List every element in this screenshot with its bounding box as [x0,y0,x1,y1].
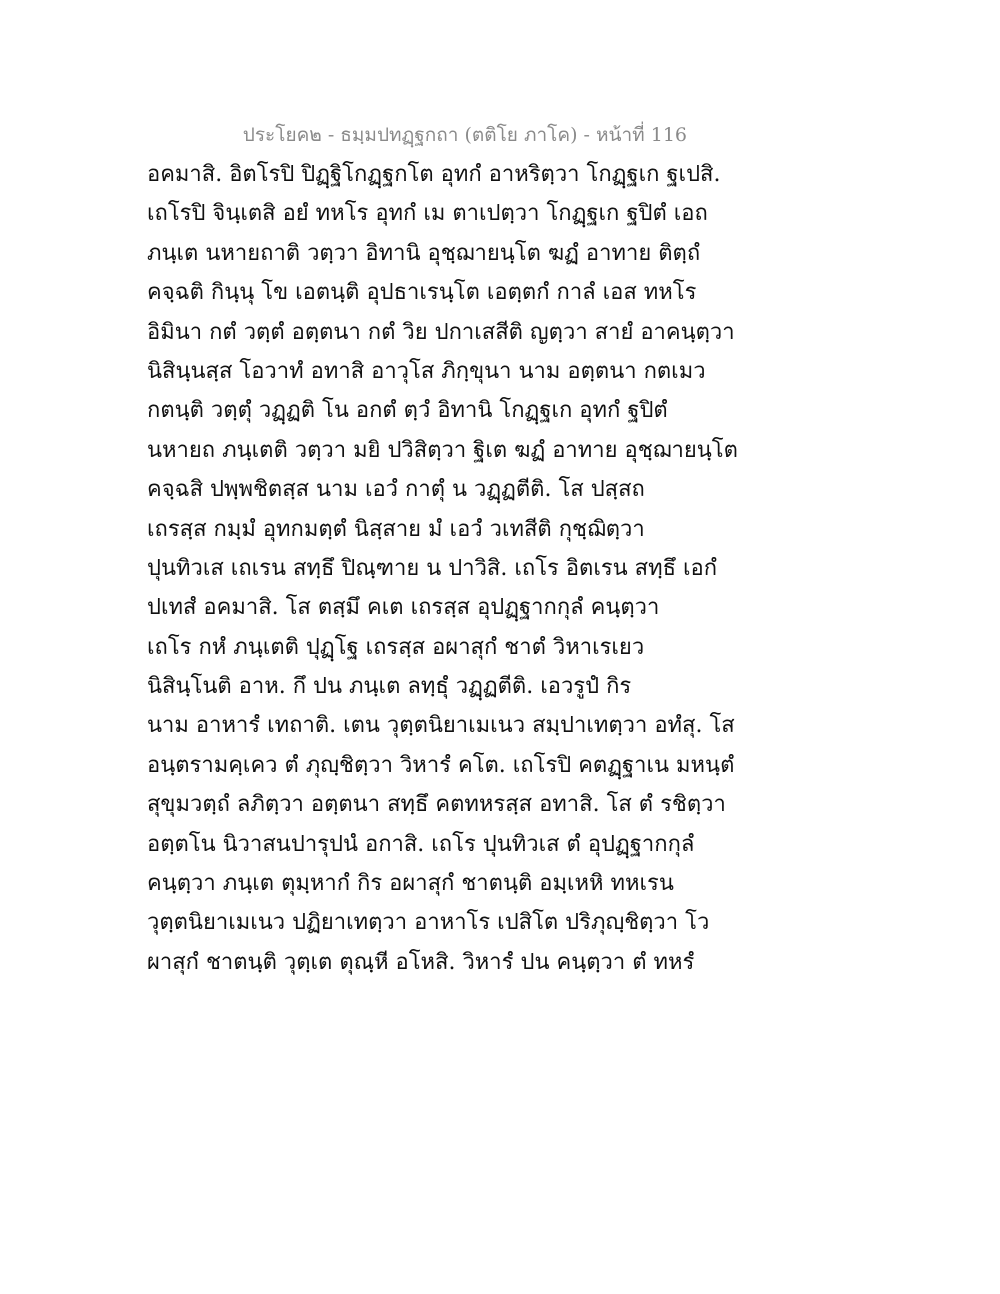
text-line: เถรสฺส กมฺมํ อุทกมตฺตํ นิสฺสาย มํ เอวํ วเทสีติ กุชฺฌิตฺวา [147,516,645,542]
text-line: อิมินา กตํ วตฺตํ อตฺตนา กตํ วิย ปกาเสสีติ ญตฺวา สายํ อาคนฺตฺวา [147,319,735,345]
text-line: นหายถ ภนฺเตติ วตฺวา มยิ ปวิสิตฺวา ฐิเต ฆฏํ อาทาย อุชฺฌายนฺโต [147,437,738,463]
text-line: กตนฺติ วตฺตุํ วฏฺฏติ โน อกตํ ตฺวํ อิทานิ โกฏฺฐเก อุทกํ ฐปิตํ [147,398,668,424]
text-line: อตฺตโน นิวาสนปารุปนํ อกาสิ. เถโร ปุนทิวเส ตํ อุปฏฺฐากกุลํ [147,831,695,857]
text-line: ปเทสํ อคมาสิ. โส ตสฺมึ คเต เถรสฺส อุปฏฺฐากกุลํ คนฺตฺวา [147,595,660,621]
text-line: ปุนทิวเส เถเรน สทฺธึ ปิณฺฑาย น ปาวิสิ. เถโร อิตเรน สทฺธึ เอกํ [147,555,718,581]
text-line: เถโร กหํ ภนฺเตติ ปุฏฺโฐ เถรสฺส อผาสุกํ ชาตํ วิหาเรเยว [147,634,645,660]
text-line: เถโรปิ จินฺเตสิ อยํ ทหโร อุทกํ เม ตาเปตฺวา โกฏฺฐเก ฐปิตํ เอถ [147,201,708,227]
text-line: อคมาสิ. อิตโรปิ ปิฏฺฐิโกฏฺฐกโต อุทกํ อาหริตฺวา โกฏฺฐเก ฐเปสิ. [147,162,721,187]
body-text [147,155,867,982]
text-line: อนฺตรามคฺเคว ตํ ภุญฺชิตฺวา วิหารํ คโต. เถโรปิ คตฏฺฐาเน มหนฺตํ [147,752,735,778]
text-line: คนฺตฺวา ภนฺเต ตุมฺหากํ กิร อผาสุกํ ชาตนฺติ อมฺเหหิ ทหเรน [147,871,674,897]
text-line: คจฺฉติ กินฺนุ โข เอตนฺติ อุปธาเรนฺโต เอตฺตกํ กาลํ เอส ทหโร [147,280,697,306]
text-line: นาม อาหารํ เทถาติ. เตน วุตฺตนิยาเมเนว สมฺปาเทตฺวา อทํสุ. โส [147,713,735,739]
text-line: ภนฺเต นหายถาติ วตฺวา อิทานิ อุชฺฌายนฺโต ฆฏํ อาทาย ติตฺถํ [147,240,701,266]
text-line: วุตฺตนิยาเมเนว ปฏิยาเทตฺวา อาหาโร เปสิโต ปริภุญฺชิตฺวา โว [147,910,710,936]
text-line: นิสินฺนสฺส โอวาทํ อทาสิ อาวุโส ภิกฺขุนา นาม อตฺตนา กตเมว [147,358,706,384]
text-line: สุขุมวตฺถํ ลภิตฺวา อตฺตนา สทฺธึ คตทหรสฺส อทาสิ. โส ตํ รชิตฺวา [147,792,726,818]
text-line: ผาสุกํ ชาตนฺติ วุตฺเต ตุณฺหี อโหสิ. วิหารํ ปน คนฺตฺวา ตํ ทหรํ [147,949,695,975]
text-line: คจฺฉสิ ปพฺพชิตสฺส นาม เอวํ กาตุํ น วฏฺฏตีติ. โส ปสฺสถ [147,477,645,503]
text-line: นิสินฺโนติ อาห. กึ ปน ภนฺเต ลทฺธุํ วฏฺฏตีติ. เอวรูปํ กิร [147,674,632,700]
running-header: ประโยค๒ - ธมฺมปทฏฺฐกถา (ตติโย ภาโค) - หน้าที่ 116 [242,124,687,146]
